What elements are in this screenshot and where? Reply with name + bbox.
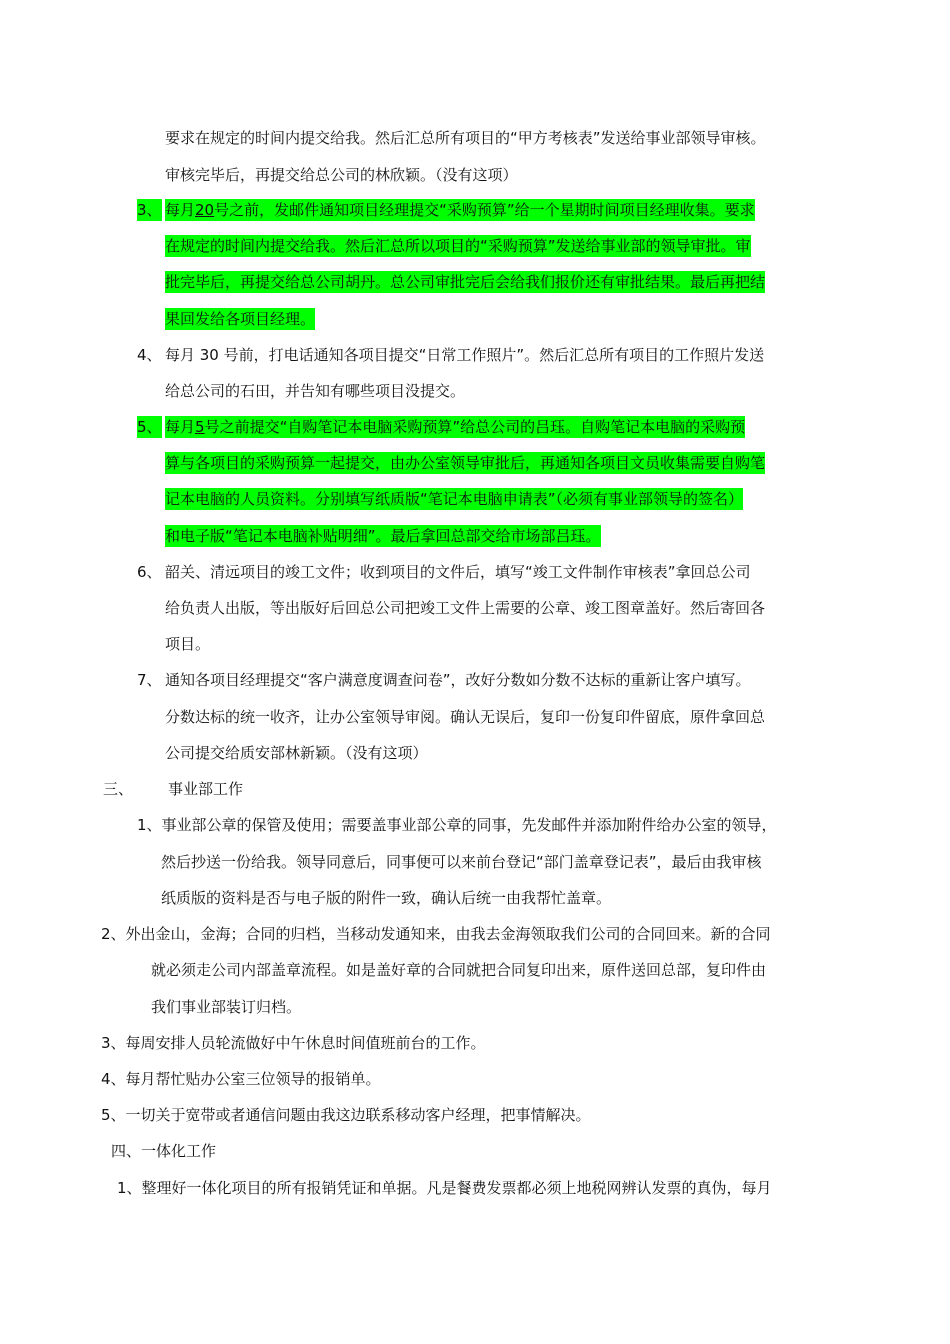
text-line: 纸质版的资料是否与电子版的附件一致，确认后统一由我帮忙盖章。	[161, 889, 612, 907]
highlighted-text-line: 记本电脑的人员资料。分别填写纸质版“笔记本电脑申请表”（必须有事业部领导的签名）	[165, 490, 744, 508]
text-line: 3、每周安排人员轮流做好中午休息时间值班前台的工作。	[101, 1034, 486, 1052]
text-line: 1、事业部公章的保管及使用；需要盖事业部公章的同事，先发邮件并添加附件给办公室的领导，	[137, 816, 777, 834]
text-line: 5、一切关于宽带或者通信问题由我这边联系移动客户经理，把事情解决。	[101, 1106, 591, 1124]
list-number: 5、	[137, 418, 162, 436]
list-number: 6、	[137, 563, 162, 581]
text-line: 项目。	[165, 635, 211, 653]
text-line: 要求在规定的时间内提交给我。然后汇总所有项目的“甲方考核表”发送给事业部领导审核。	[165, 129, 766, 147]
highlighted-text-line: 在规定的时间内提交给我。然后汇总所以项目的“采购预算”发送给事业部的领导审批。审	[165, 237, 751, 255]
text-line: 给负责人出版，等出版好后回总公司把竣工文件上需要的公章、竣工图章盖好。然后寄回各	[165, 599, 766, 617]
text-line: 我们事业部装订归档。	[151, 998, 302, 1016]
highlighted-text-line: 每月20号之前，发邮件通知项目经理提交“采购预算”给一个星期时间项目经理收集。要求	[165, 201, 755, 219]
highlighted-text-line: 批完毕后，再提交给总公司胡丹。总公司审批完后会给我们报价还有审批结果。最后再把结	[165, 273, 766, 291]
text-line: 公司提交给质安部林新颖。（没有这项）	[165, 744, 428, 762]
section-heading: 事业部工作	[168, 780, 244, 798]
text-line: 4、每月帮忙贴办公室三位领导的报销单。	[101, 1070, 381, 1088]
text-line: 然后抄送一份给我。领导同意后，同事便可以来前台登记“部门盖章登记表”，最后由我审核	[161, 853, 762, 871]
text-line: 每月 30 号前，打电话通知各项目提交“日常工作照片”。然后汇总所有项目的工作照片发送	[165, 346, 765, 364]
list-number: 4、	[137, 346, 162, 364]
highlighted-text-line: 和电子版“笔记本电脑补贴明细”。最后拿回总部交给市场部吕珏。	[165, 527, 601, 545]
text-line: 2、外出金山，金海；合同的归档，当移动发通知来，由我去金海领取我们公司的合同回来。新的合同	[101, 925, 771, 943]
text-line: 韶关、清远项目的竣工文件；收到项目的文件后，填写“竣工文件制作审核表”拿回总公司	[165, 563, 751, 581]
list-number: 3、	[137, 201, 162, 219]
section-number: 三、	[103, 780, 134, 798]
text-line: 就必须走公司内部盖章流程。如是盖好章的合同就把合同复印出来，原件送回总部，复印件由	[151, 961, 767, 979]
text-line: 分数达标的统一收齐，让办公室领导审阅。确认无误后，复印一份复印件留底，原件拿回总	[165, 708, 766, 726]
text-line: 审核完毕后，再提交给总公司的林欣颖。（没有这项）	[165, 166, 518, 184]
highlighted-text-line: 算与各项目的采购预算一起提交，由办公室领导审批后，再通知各项目文员收集需要自购笔	[165, 454, 766, 472]
text-line: 给总公司的石田，并告知有哪些项目没提交。	[165, 382, 466, 400]
list-number: 7、	[137, 671, 162, 689]
section-heading: 四、一体化工作	[111, 1142, 217, 1160]
text-line: 通知各项目经理提交“客户满意度调查问卷”，改好分数如分数不达标的重新让客户填写。	[165, 671, 751, 689]
text-line: 1、整理好一体化项目的所有报销凭证和单据。凡是餐费发票都必须上地税网辨认发票的真伪，每月	[117, 1179, 772, 1197]
highlighted-text-line: 每月5号之前提交“自购笔记本电脑采购预算”给总公司的吕珏。自购笔记本电脑的采购预	[165, 418, 746, 436]
highlighted-text-line: 果回发给各项目经理。	[165, 310, 316, 328]
